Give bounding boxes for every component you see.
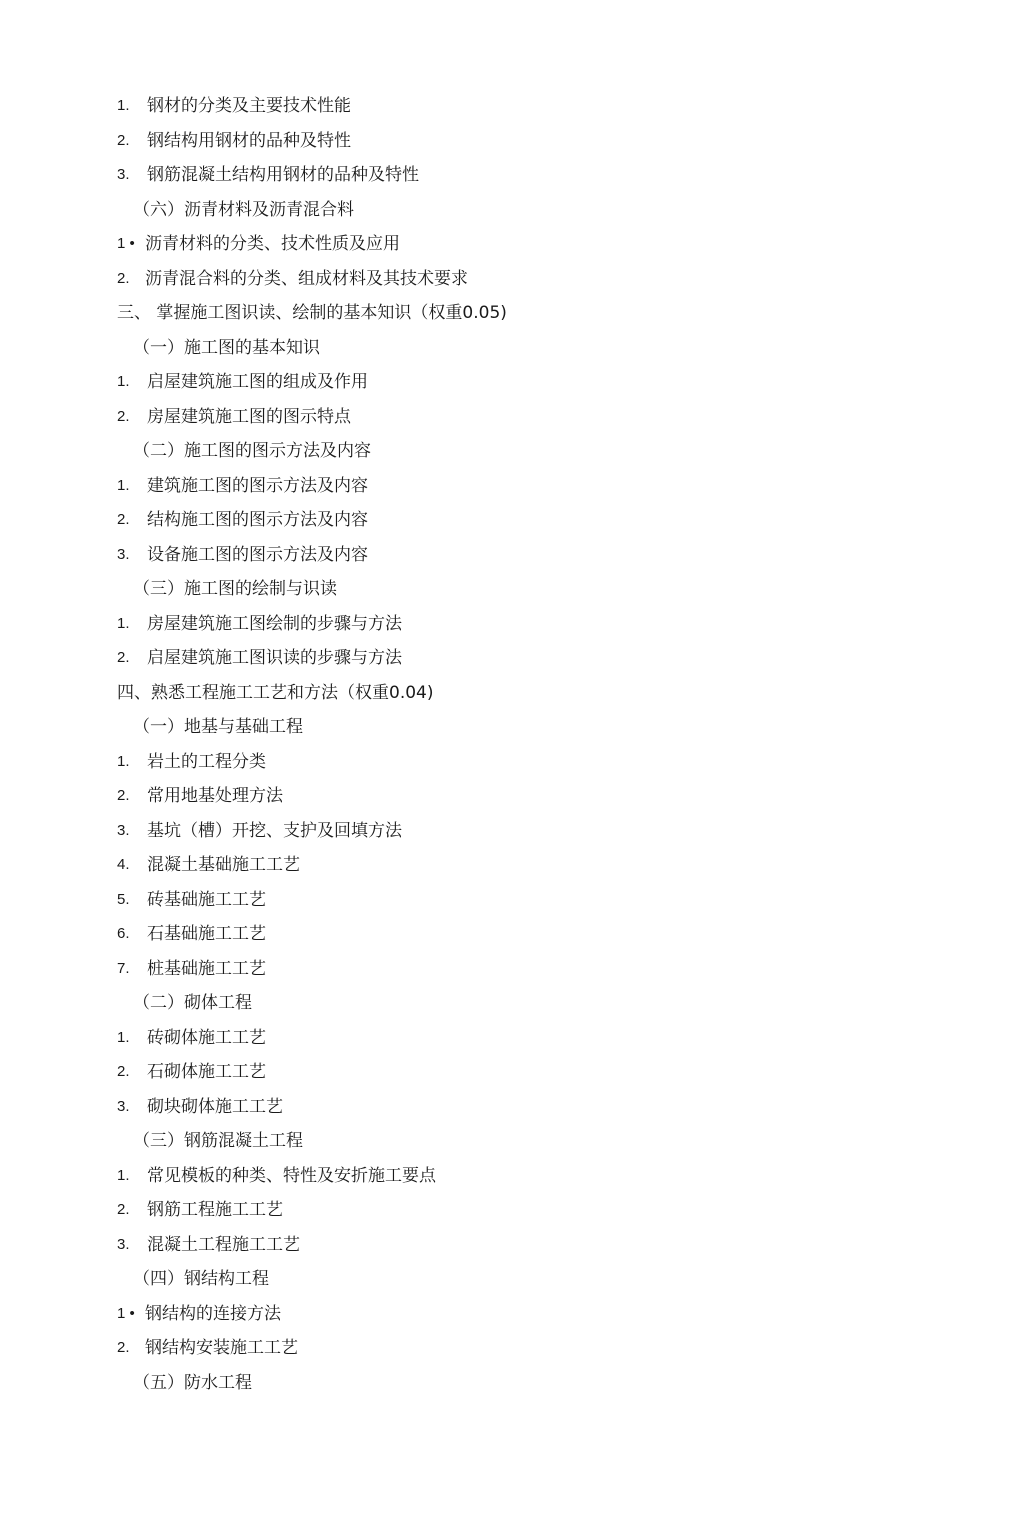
- item-number: 3.: [117, 545, 130, 563]
- list-item: [117, 473, 917, 508]
- subsection-title: （六）沥青材料及沥青混合料: [133, 199, 354, 220]
- item-text: 建筑施工图的图示方法及内容: [147, 475, 368, 496]
- item-number: 2.: [117, 1063, 130, 1080]
- item-number: 7.: [117, 959, 130, 977]
- item-text: 混凝土工程施工工艺: [147, 1234, 300, 1255]
- item-number: 1 •: [117, 1304, 135, 1322]
- item-text: 混凝土基础施工工艺: [147, 855, 300, 875]
- list-item: [117, 645, 917, 680]
- subsection-title: （四）钢结构工程: [133, 1269, 269, 1289]
- item-number: 2.: [117, 511, 130, 528]
- item-number: 2.: [117, 269, 130, 287]
- subsection-title: （三）施工图的绘制与识读: [133, 579, 337, 599]
- item-number: 2.: [117, 787, 130, 804]
- list-item: [117, 611, 917, 646]
- list-item: [117, 749, 917, 784]
- list-item: [117, 266, 917, 301]
- list-item: [117, 1335, 917, 1370]
- list-item: [117, 956, 917, 991]
- subsection-title: （二）施工图的图示方法及内容: [133, 441, 371, 461]
- item-number: 2.: [117, 1201, 130, 1218]
- item-number: 2.: [117, 131, 130, 149]
- list-item: [117, 1094, 917, 1129]
- item-text: 钢结构安装施工工艺: [145, 1338, 298, 1358]
- list-item: [117, 852, 917, 887]
- item-text: 常见模板的种类、特性及安折施工要点: [147, 1165, 436, 1186]
- item-text: 常用地基处理方法: [147, 786, 283, 806]
- item-text: 砖基础施工工艺: [147, 889, 266, 910]
- list-item: [117, 542, 917, 577]
- item-number: 2.: [117, 649, 130, 666]
- item-text: 砌块砌体施工工艺: [147, 1096, 283, 1117]
- subsection-heading: [117, 714, 917, 749]
- list-item: [117, 921, 917, 956]
- item-number: 3.: [117, 821, 130, 839]
- subsection-title: （一）地基与基础工程: [133, 717, 303, 737]
- item-number: 1.: [117, 752, 130, 770]
- syllabus-outline: [117, 93, 917, 1404]
- item-text: 房屋建筑施工图绘制的步骤与方法: [147, 613, 402, 634]
- subsection-title: （三）钢筋混凝土工程: [133, 1131, 303, 1151]
- item-text: 设备施工图的图示方法及内容: [147, 544, 368, 565]
- item-number: 3.: [117, 166, 130, 183]
- section-title: 三、 掌握施工图识读、绘制的基本知识（权重0.05): [117, 303, 507, 323]
- item-number: 1.: [117, 97, 130, 114]
- item-text: 钢结构用钢材的品种及特性: [147, 130, 351, 151]
- subsection-heading: [117, 990, 917, 1025]
- item-text: 砖砌体施工工艺: [147, 1027, 266, 1048]
- item-number: 4.: [117, 856, 130, 873]
- item-text: 钢材的分类及主要技术性能: [147, 96, 351, 116]
- list-item: [117, 507, 917, 542]
- subsection-heading: [117, 1266, 917, 1301]
- list-item: [117, 1025, 917, 1060]
- subsection-title: （五）防水工程: [133, 1372, 252, 1393]
- item-text: 房屋建筑施工图的图示特点: [147, 406, 351, 427]
- subsection-heading: [117, 576, 917, 611]
- item-text: 启屋建筑施工图的组成及作用: [147, 372, 368, 392]
- subsection-heading: [117, 197, 917, 232]
- subsection-heading: [117, 1128, 917, 1163]
- list-item: [117, 93, 917, 128]
- subsection-heading: [117, 438, 917, 473]
- list-item: [117, 1232, 917, 1267]
- list-item: [117, 887, 917, 922]
- section-heading: [117, 300, 917, 335]
- item-text: 岩土的工程分类: [147, 751, 266, 772]
- item-text: 桩基础施工工艺: [147, 958, 266, 979]
- item-text: 石砌体施工工艺: [147, 1062, 266, 1082]
- list-item: [117, 231, 917, 266]
- item-number: 2.: [117, 407, 130, 425]
- item-text: 钢结构的连接方法: [145, 1303, 281, 1324]
- subsection-heading: [117, 1370, 917, 1405]
- item-number: 1.: [117, 1028, 130, 1046]
- item-number: 1.: [117, 1166, 130, 1184]
- list-item: [117, 1197, 917, 1232]
- list-item: [117, 818, 917, 853]
- item-number: 1 •: [117, 235, 135, 252]
- item-number: 1.: [117, 614, 130, 632]
- item-text: 基坑（槽）开挖、支护及回填方法: [147, 820, 402, 841]
- list-item: [117, 404, 917, 439]
- list-item: [117, 1301, 917, 1336]
- item-text: 启屋建筑施工图识读的步骤与方法: [147, 648, 402, 668]
- item-text: 沥青材料的分类、技术性质及应用: [145, 234, 400, 254]
- item-text: 石基础施工工艺: [147, 924, 266, 944]
- section-heading: [117, 680, 917, 715]
- item-number: 6.: [117, 925, 130, 942]
- item-number: 3.: [117, 1097, 130, 1115]
- list-item: [117, 1163, 917, 1198]
- item-text: 钢筋工程施工工艺: [147, 1200, 283, 1220]
- item-text: 钢筋混凝土结构用钢材的品种及特性: [147, 165, 419, 185]
- item-number: 3.: [117, 1235, 130, 1253]
- list-item: [117, 783, 917, 818]
- item-number: 2.: [117, 1339, 130, 1356]
- item-number: 1.: [117, 373, 130, 390]
- item-text: 沥青混合料的分类、组成材料及其技术要求: [145, 268, 468, 289]
- section-title: 四、熟悉工程施工工艺和方法（权重0.04): [117, 682, 434, 703]
- list-item: [117, 162, 917, 197]
- subsection-heading: [117, 335, 917, 370]
- item-number: 1.: [117, 476, 130, 494]
- subsection-title: （一）施工图的基本知识: [133, 337, 320, 358]
- list-item: [117, 1059, 917, 1094]
- list-item: [117, 128, 917, 163]
- item-number: 5.: [117, 890, 130, 908]
- list-item: [117, 369, 917, 404]
- subsection-title: （二）砌体工程: [133, 993, 252, 1013]
- item-text: 结构施工图的图示方法及内容: [147, 510, 368, 530]
